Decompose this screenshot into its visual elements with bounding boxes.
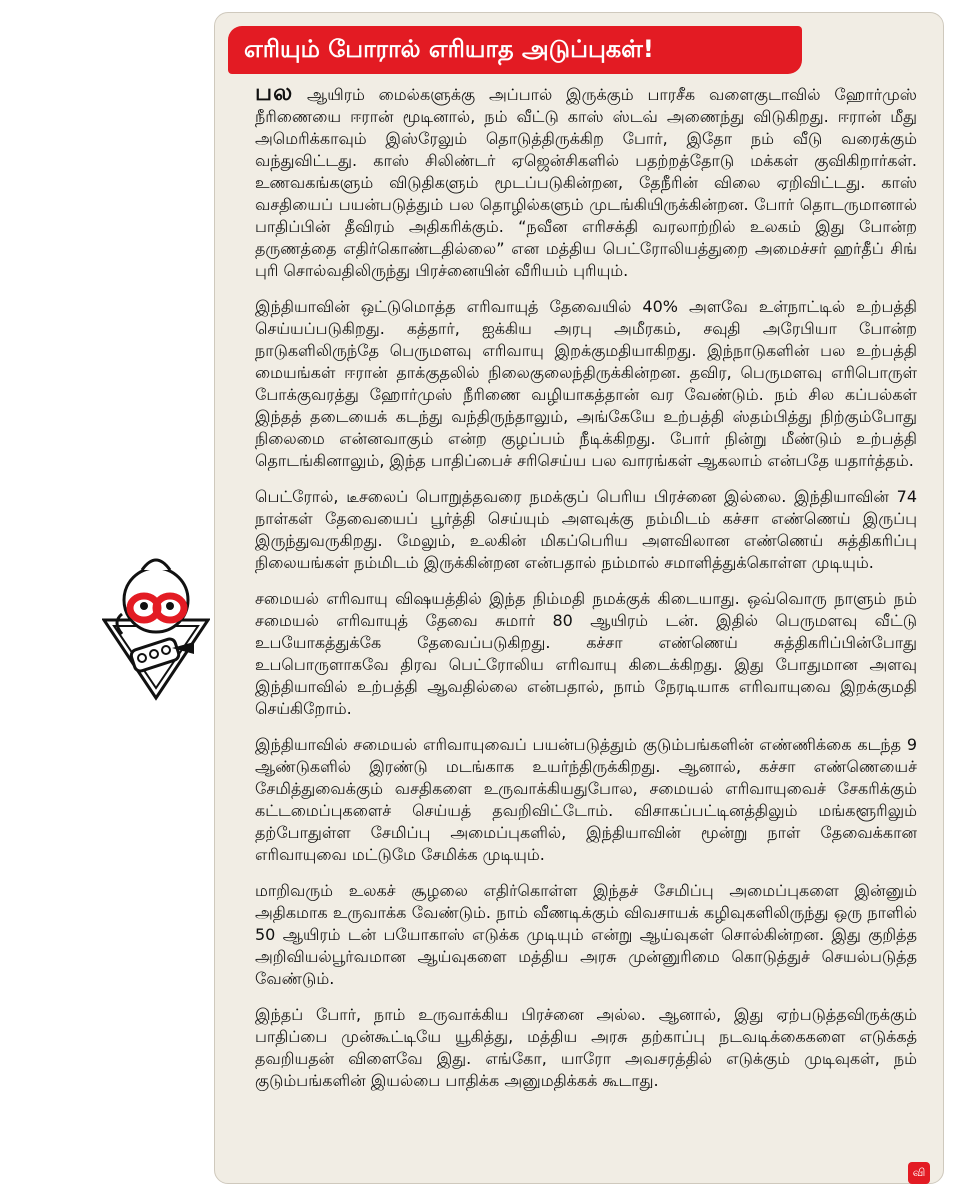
paragraph-text: ஆயிரம் மைல்களுக்கு அப்பால் இருக்கும் பாரசீக வளைகுடாவில் ஹோர்முஸ் நீரிணையை ஈரான் மூடினால், நம் வீட்டு காஸ் ஸ்டவ் அணைந்து விடுகிறது. ஈரான் மீது அமெரிக்காவும் இஸ்ரேலும் தொடுத்திருக்கிற போர், இதோ நம் வீடு வரைக்கும் வந்துவிட்டது. காஸ் சிலிண்டர் ஏஜென்சிகளில் பதற்றத்தோடு மக்கள் குவிகிறார்கள். உணவகங்களும் விடுதிகளும் மூடப்படுகின்றன, தேநீரின் விலை ஏறிவிட்டது. காஸ் வசதியைப் பயன்படுத்தும் பல தொழில்களும் முடங்கியிருக்கின்றன. போர் தொடருமானால் பாதிப்பின் தீவிரம் அதிகரிக்கும். “நவீன எரிசக்தி வரலாற்றில் உலகம் இது போன்ற தருணத்தை எதிர்கொண்டதில்லை” என மத்திய பெட்ரோலியத்துறை அமைச்சர் ஹர்தீப் சிங் புரி சொல்வதிலிருந்து பிரச்னையின் வீரியம் புரியும். [255, 85, 917, 280]
paragraph-5: இந்தியாவில் சமையல் எரிவாயுவைப் பயன்படுத்தும் குடும்பங்களின் எண்ணிக்கை கடந்த 9 ஆண்டுகளில் இரண்டு மடங்காக உயர்ந்திருக்கிறது. ஆனால், கச்சா எண்ணெயைச் சேமித்துவைக்கும் வசதிகளை உருவாக்கியதுபோல, சமையல் எரிவாயுவைச் சேகரிக்கும் கட்டமைப்புகளைச் செய்யத் தவறிவிட்டோம். விசாகப்பட்டினத்திலும் மங்களூரிலும் தற்போதுள்ள சேமிப்பு அமைப்புகளில், இந்தியாவின் மூன்று நாள் தேவைக்கான எரிவாயுவை மட்டுமே சேமிக்க முடியும். [255, 735, 917, 864]
end-mark-logo: வி [908, 1162, 930, 1184]
paragraph-6: மாறிவரும் உலகச் சூழலை எதிர்கொள்ள இந்தச் சேமிப்பு அமைப்புகளை இன்னும் அதிகமாக உருவாக்க வேண்டும். நாம் வீணடிக்கும் விவசாயக் கழிவுகளிலிருந்து ஒரு நாளில் 50 ஆயிரம் டன் பயோகாஸ் எடுக்க முடியும் என்று ஆய்வுகள் சொல்கின்றன. இது குறித்த அறிவியல்பூர்வமான ஆய்வுகளை மத்திய அரசு முன்னுரிமை கொடுத்துச் செயல்படுத்த வேண்டும். [255, 881, 917, 988]
paragraph-1 [255, 82, 917, 282]
paragraph-7: இந்தப் போர், நாம் உருவாக்கிய பிரச்னை அல்ல. ஆனால், இது ஏற்படுத்தவிருக்கும் பாதிப்பை முன்கூட்டியே யூகித்து, மத்திய அரசு தற்காப்பு நடவடிக்கைகளை எடுக்கத் தவறியதன் விளைவே இது. எங்கோ, யாரோ அவசரத்தில் எடுக்கும் முடிவுகள், நம் குடும்பங்களின் இயல்பை பாதிக்க அனுமதிக்கக் கூடாது. [255, 1005, 917, 1090]
paragraph-4: சமையல் எரிவாயு விஷயத்தில் இந்த நிம்மதி நமக்குக் கிடையாது. ஒவ்வொரு நாளும் நம் சமையல் எரிவாயுத் தேவை சுமார் 80 ஆயிரம் டன். இதில் பெருமளவு வீட்டு உபயோகத்துக்கே தேவைப்படுகிறது. கச்சா எண்ணெய் சுத்திகரிப்பின்போது உபபொருளாகவே திரவ பெட்ரோலிய எரிவாயு கிடைக்கிறது. இது போதுமான அளவு இந்தியாவில் உற்பத்தி ஆவதில்லை என்பதால், நாம் நேரடியாக எரிவாயுவை இறக்குமதி செய்கிறோம். [255, 589, 917, 718]
mascot-icon [102, 548, 210, 704]
paragraph-2: இந்தியாவின் ஒட்டுமொத்த எரிவாயுத் தேவையில் 40% அளவே உள்நாட்டில் உற்பத்தி செய்யப்படுகிறது. கத்தார், ஐக்கிய அரபு அமீரகம், சவுதி அரேபியா போன்ற நாடுகளிலிருந்தே பெருமளவு எரிவாயு இறக்குமதியாகிறது. இந்நாடுகளின் பல உற்பத்தி மையங்கள் ஈரான் தாக்குதலில் நிலைகுலைந்திருக்கின்றன. தவிர, பெருமளவு எரிபொருள் போக்குவரத்து ஹோர்முஸ் நீரிணை வழியாகத்தான் வர வேண்டும். நம் சில கப்பல்கள் இந்தத் தடையைக் கடந்து வந்திருந்தாலும், அங்கேயே உற்பத்தி ஸ்தம்பித்து நிற்கும்போது நிலைமை என்னவாகும் என்ற குழப்பம் நீடிக்கிறது. போர் நின்று மீண்டும் உற்பத்தி தொடங்கினாலும், இந்த பாதிப்பைச் சரிசெய்ய பல வாரங்கள் ஆகலாம் என்பதே யதார்த்தம். [255, 297, 917, 470]
article-title: எரியும் போரால் எரியாத அடுப்புகள்! [228, 26, 802, 74]
paragraph-3: பெட்ரோல், டீசலைப் பொறுத்தவரை நமக்குப் பெரிய பிரச்னை இல்லை. இந்தியாவின் 74 நாள்கள் தேவையைப் பூர்த்தி செய்யும் அளவுக்கு நம்மிடம் கச்சா எண்ணெய் இருப்பு இருந்துவருகிறது. மேலும், உலகின் மிகப்பெரிய அளவிலான எண்ணெய் சுத்திகரிப்பு நிலையங்கள் நம்மிடம் இருக்கின்றன என்பதால் நம்மால் சமாளித்துக்கொள்ள முடியும். [255, 487, 917, 572]
article-body [255, 82, 917, 1106]
drop-cap: பல [255, 80, 294, 106]
